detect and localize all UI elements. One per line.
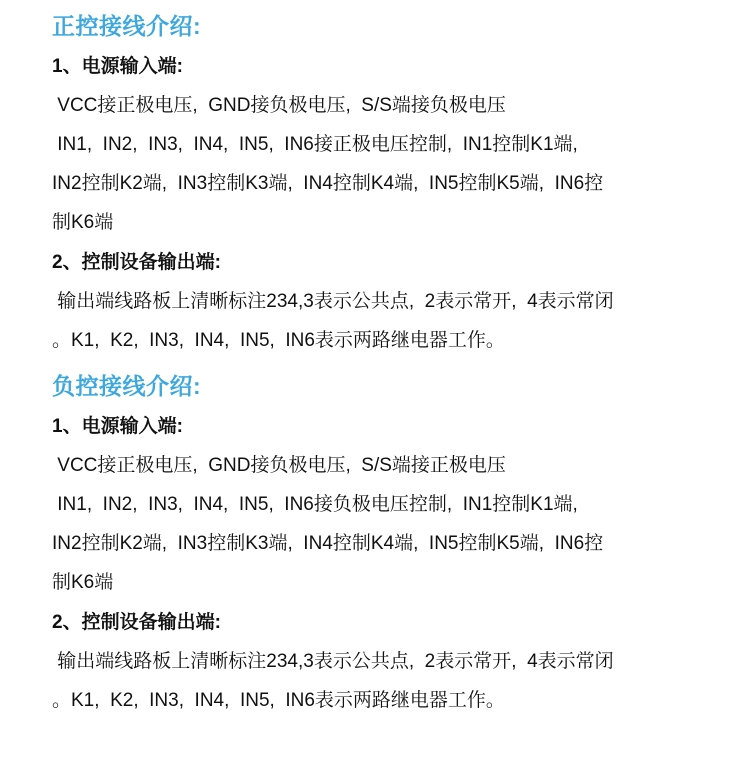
subheading-output-negative: 2、控制设备输出端: (52, 612, 221, 633)
paragraph-line: 制K6端 (52, 572, 114, 593)
paragraph-line: IN2控制K2端, IN3控制K3端, IN4控制K4端, IN5控制K5端, IN6控 (52, 533, 604, 554)
paragraph-line: 输出端线路板上清晰标注234,3表示公共点, 2表示常开, 4表示常闭 (52, 291, 614, 312)
section-title-negative-control: 负控接线介绍: (52, 373, 202, 399)
section-negative-control (52, 366, 720, 720)
paragraph-line: 输出端线路板上清晰标注234,3表示公共点, 2表示常开, 4表示常闭 (52, 651, 614, 672)
paragraph-line: 。K1, K2, IN3, IN4, IN5, IN6表示两路继电器工作。 (52, 690, 505, 711)
paragraph-line: VCC接正极电压, GND接负极电压, S/S端接负极电压 (52, 95, 506, 116)
paragraph-line: IN2控制K2端, IN3控制K3端, IN4控制K4端, IN5控制K5端, IN6控 (52, 173, 604, 194)
paragraph-line: 。K1, K2, IN3, IN4, IN5, IN6表示两路继电器工作。 (52, 330, 505, 351)
paragraph-line: VCC接正极电压, GND接负极电压, S/S端接正极电压 (52, 455, 506, 476)
section-title-positive-control: 正控接线介绍: (52, 13, 202, 39)
block-output-negative (52, 604, 720, 720)
paragraph-line: IN1, IN2, IN3, IN4, IN5, IN6接负极电压控制, IN1控制K1端, (52, 494, 578, 515)
block-power-input-positive (52, 48, 720, 242)
paragraph-line: 制K6端 (52, 212, 114, 233)
section-positive-control (52, 6, 720, 360)
subheading-power-input-positive: 1、电源输入端: (52, 56, 183, 77)
subheading-output-positive: 2、控制设备输出端: (52, 252, 221, 273)
block-output-positive (52, 244, 720, 360)
block-power-input-negative (52, 408, 720, 602)
subheading-power-input-negative: 1、电源输入端: (52, 416, 183, 437)
paragraph-line: IN1, IN2, IN3, IN4, IN5, IN6接正极电压控制, IN1控制K1端, (52, 134, 578, 155)
